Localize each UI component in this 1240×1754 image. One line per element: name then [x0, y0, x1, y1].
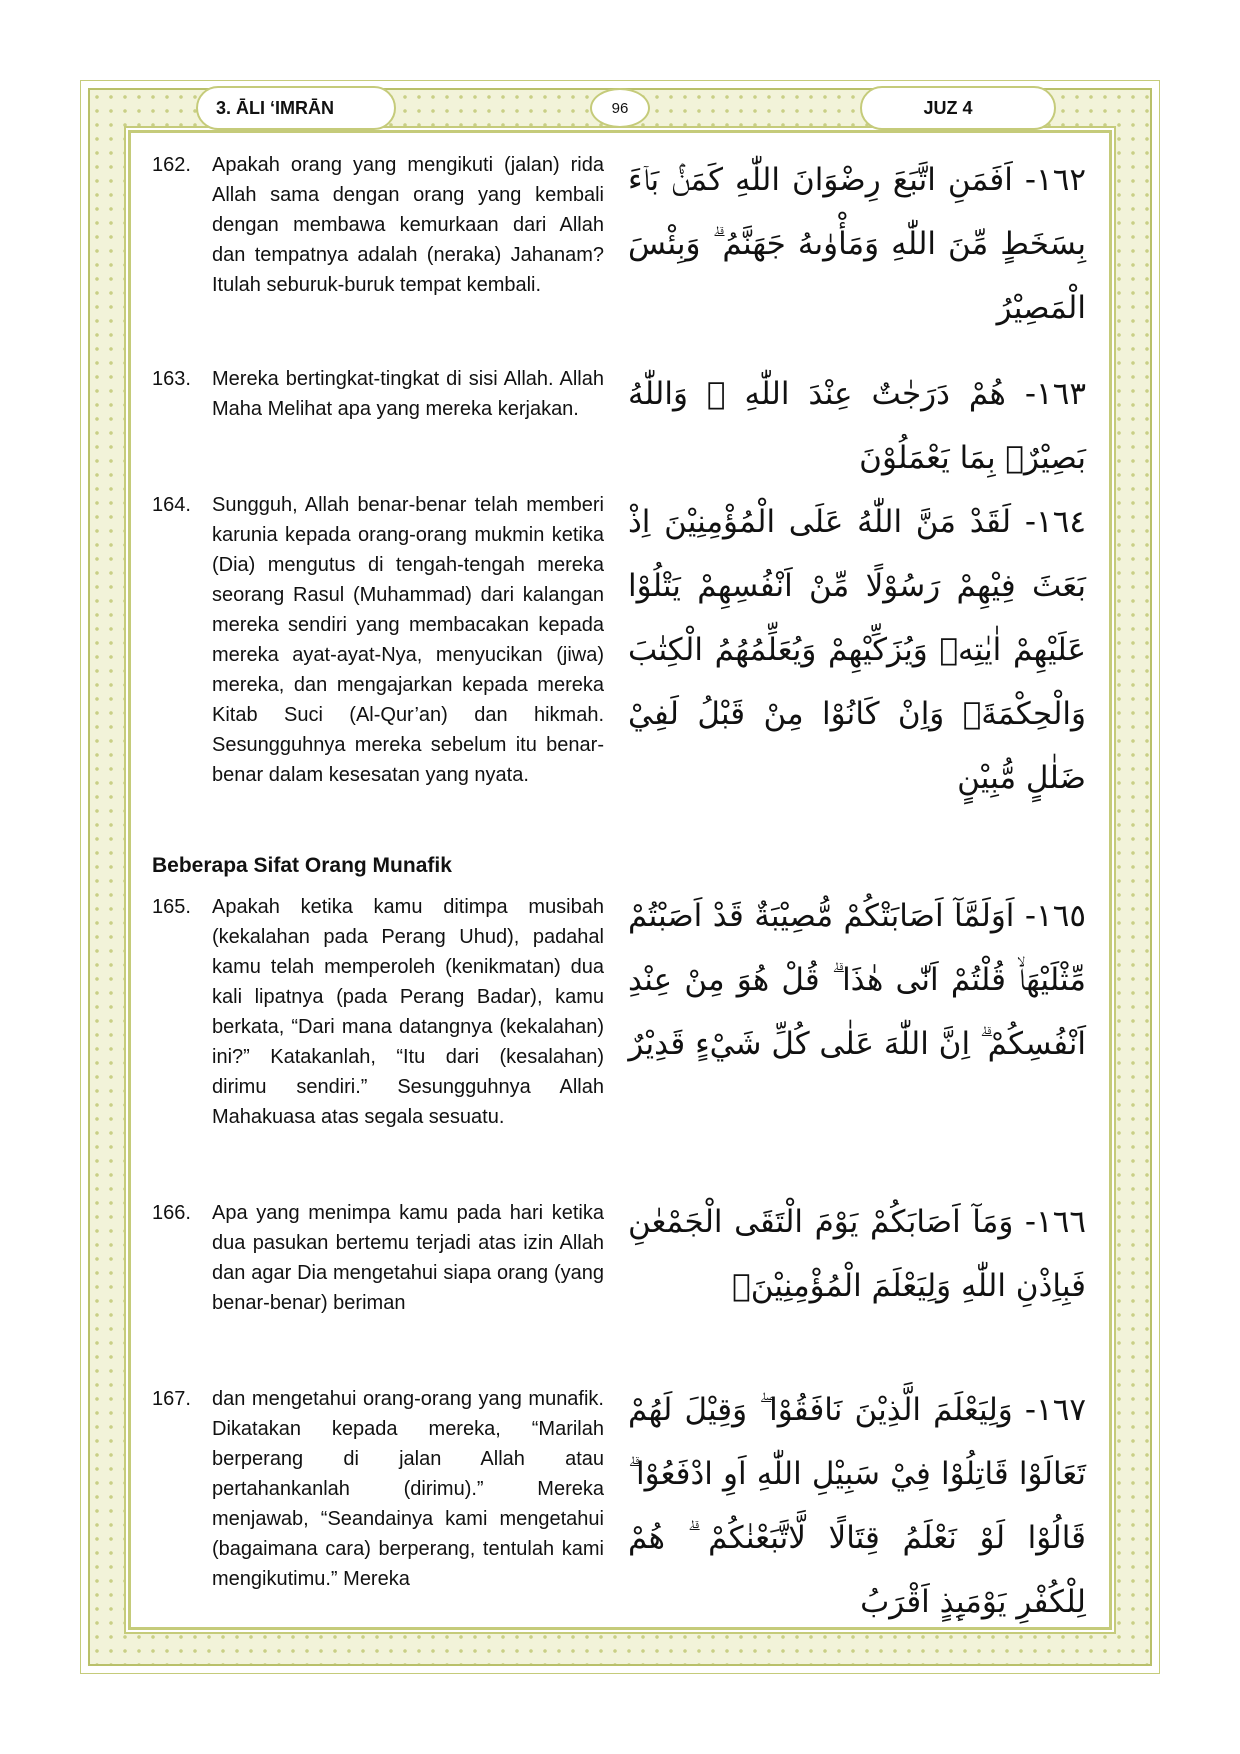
verse-number: 165. [152, 896, 191, 918]
translation-text: dan mengetahui orang-orang yang munafik. Dikatakan kepada mereka, “Marilah berperang di jalan Allah atau pertahankanlah (dirimu).” Mereka menjawab, “Seandainya kami mengetahui (bagaimana cara) berperang, tentulah kami mengikutimu.” Mereka [212, 1388, 604, 1590]
translation-165 [152, 892, 604, 1132]
verse-number: 166. [152, 1202, 191, 1224]
page-number: 96 [590, 88, 650, 128]
translation-text: Apakah orang yang mengikuti (jalan) rida Allah sama dengan orang yang kembali dengan membawa kemurkaan dari Allah dan tempatnya adalah (neraka) Jahanam? Itulah seburuk-buruk tempat kembali. [212, 154, 604, 296]
translation-text: Apa yang menimpa kamu pada hari ketika dua pasukan bertemu terjadi atas izin Allah dan agar Dia mengetahui siapa orang (yang benar-benar) beriman [212, 1202, 604, 1314]
translation-text: Mereka bertingkat-tingkat di sisi Allah. Allah Maha Melihat apa yang mereka kerjakan. [212, 368, 604, 420]
translation-text: Apakah ketika kamu ditimpa musibah (kekalahan pada Perang Uhud), padahal kamu telah memperoleh (kenikmatan) dua kali lipatnya (pada Perang Badar), kamu berkata, “Dari mana datangnya (kekalahan) ini?” Katakanlah, “Itu dari (kesalahan) dirimu sendiri.” Sesungguhnya Allah Mahakuasa atas segala sesuatu. [212, 896, 604, 1128]
arabic-verse-164: ١٦٤- لَقَدْ مَنَّ اللّٰهُ عَلَى الْمُؤْمِنِيْنَ اِذْ بَعَثَ فِيْهِمْ رَسُوْلًا مِّنْ اَنْفُسِهِمْ يَتْلُوْا عَلَيْهِمْ اٰيٰتِهٖ وَيُزَكِّيْهِمْ وَيُعَلِّمُهُمُ الْكِتٰبَ وَالْحِكْمَةَۚ وَاِنْ كَانُوْا مِنْ قَبْلُ لَفِيْ ضَلٰلٍ مُّبِيْنٍ [628, 504, 1086, 796]
translation-162 [152, 150, 604, 300]
arabic-verse-166: ١٦٦- وَمَآ اَصَابَكُمْ يَوْمَ الْتَقَى الْجَمْعٰنِ فَبِاِذْنِ اللّٰهِ وَلِيَعْلَمَ الْمُؤْمِنِيْنَۙ [628, 1204, 1086, 1304]
juz-label: JUZ 4 [860, 86, 1056, 130]
translation-163 [152, 364, 604, 424]
translation-164 [152, 490, 604, 790]
arabic-verse-163: ١٦٣- هُمْ دَرَجٰتٌ عِنْدَ اللّٰهِ ۗ وَاللّٰهُ بَصِيْرٌۢ بِمَا يَعْمَلُوْنَ [628, 376, 1086, 476]
arabic-verse-167: ١٦٧- وَلِيَعْلَمَ الَّذِيْنَ نَافَقُوْا ۖ وَقِيْلَ لَهُمْ تَعَالَوْا قَاتِلُوْا فِيْ سَبِيْلِ اللّٰهِ اَوِ ادْفَعُوْا ۗ قَالُوْا لَوْ نَعْلَمُ قِتَالًا لَّاتَّبَعْنٰكُمْ ۗ هُمْ لِلْكُفْرِ يَوْمَىِٕذٍ اَقْرَبُ [628, 1392, 1086, 1620]
arabic-verse-162: ١٦٢- اَفَمَنِ اتَّبَعَ رِضْوَانَ اللّٰهِ كَمَنْۢ بَاۤءَ بِسَخَطٍ مِّنَ اللّٰهِ وَمَأْوٰىهُ جَهَنَّمُ ۗ وَبِئْسَ الْمَصِيْرُ [628, 162, 1086, 326]
verse-number: 163. [152, 368, 191, 390]
translation-166 [152, 1198, 604, 1318]
section-heading: Beberapa Sifat Orang Munafik [152, 854, 452, 877]
verse-number: 162. [152, 154, 191, 176]
arabic-verse-165: ١٦٥- اَوَلَمَّآ اَصَابَتْكُمْ مُّصِيْبَةٌ قَدْ اَصَبْتُمْ مِّثْلَيْهَاۙ قُلْتُمْ اَنّٰى هٰذَا ۗ قُلْ هُوَ مِنْ عِنْدِ اَنْفُسِكُمْ ۗ اِنَّ اللّٰهَ عَلٰى كُلِّ شَيْءٍ قَدِيْرٌ [628, 898, 1086, 1062]
surah-title: 3. ĀLI ‘IMRĀN [196, 86, 396, 130]
translation-text: Sungguh, Allah benar-benar telah memberi karunia kepada orang-orang mukmin ketika (Dia) mengutus di tengah-tengah mereka seorang Rasul (Muhammad) dari kalangan mereka sendiri yang membacakan kepada mereka ayat-ayat-Nya, menyucikan (jiwa) mereka, dan mengajarkan kepada mereka Kitab Suci (Al-Qur’an) dan hikmah. Sesungguhnya mereka sebelum itu benar-benar dalam kesesatan yang nyata. [212, 494, 604, 786]
verse-number: 167. [152, 1388, 191, 1410]
translation-167 [152, 1384, 604, 1594]
verse-number: 164. [152, 494, 191, 516]
